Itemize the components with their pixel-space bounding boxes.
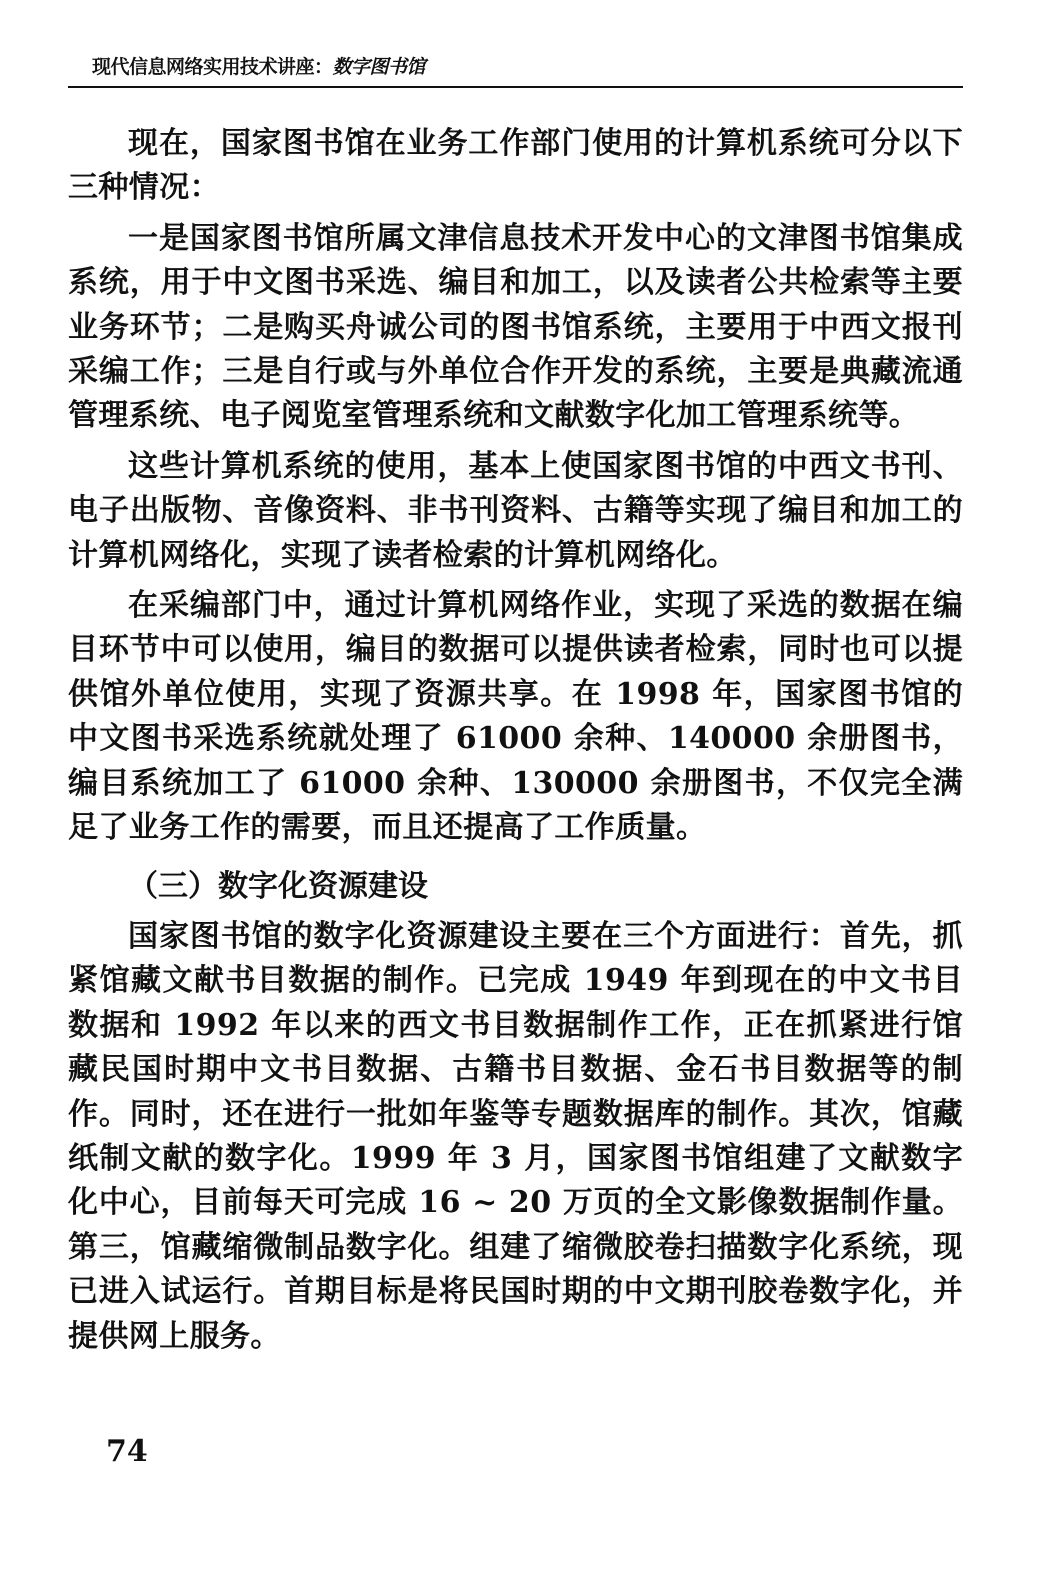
paragraph: 现在，国家图书馆在业务工作部门使用的计算机系统可分以下三种情况： <box>68 126 963 206</box>
section-heading: （三）数字化资源建设 <box>128 868 428 904</box>
series-title: 现代信息网络实用技术讲座： <box>92 56 333 78</box>
header-rule <box>68 86 963 88</box>
page-number: 74 <box>106 1434 148 1469</box>
book-title: 数字图书馆 <box>332 56 426 78</box>
running-head <box>92 52 962 82</box>
body-text <box>68 122 963 1359</box>
paragraph: 一是国家图书馆所属文津信息技术开发中心的文津图书馆集成系统，用于中文图书采选、编目和加工，以及读者公共检索等主要业务环节；二是购买舟诚公司的图书馆系统，主要用于中西文报刊采编工作；三是自行或与外单位合作开发的系统，主要是典藏流通管理系统、电子阅览室管理系统和文献数字化加工管理系统等。 <box>68 220 963 434</box>
paragraph: 在采编部门中，通过计算机网络作业，实现了采选的数据在编目环节中可以使用，编目的数据可以提供读者检索，同时也可以提供馆外单位使用，实现了资源共享。在 1998 年，国家图书馆的中文图书采选系统就处理了 61000 余种、140000 余册图书，编目系统加工了 61000 余种、130000 余册图书，不仅完全满足了业务工作的需要，而且还提高了工作质量。 <box>68 588 963 846</box>
paragraph: 这些计算机系统的使用，基本上使国家图书馆的中西文书刊、电子出版物、音像资料、非书刊资料、古籍等实现了编目和加工的计算机网络化，实现了读者检索的计算机网络化。 <box>68 448 963 573</box>
paragraph: 国家图书馆的数字化资源建设主要在三个方面进行：首先，抓紧馆藏文献书目数据的制作。已完成 1949 年到现在的中文书目数据和 1992 年以来的西文书目数据制作工作，正在抓紧进行馆藏民国时期中文书目数据、古籍书目数据、金石书目数据等的制作。同时，还在进行一批如年鉴等专题数据库的制作。其次，馆藏纸制文献的数字化。1999 年 3 月，国家图书馆组建了文献数字化中心，目前每天可完成 16 ~ 20 万页的全文影像数据制作量。第三，馆藏缩微制品数字化。组建了缩微胶卷扫描数字化系统，现已进入试运行。首期目标是将民国时期的中文期刊胶卷数字化，并提供网上服务。 <box>68 918 963 1354</box>
